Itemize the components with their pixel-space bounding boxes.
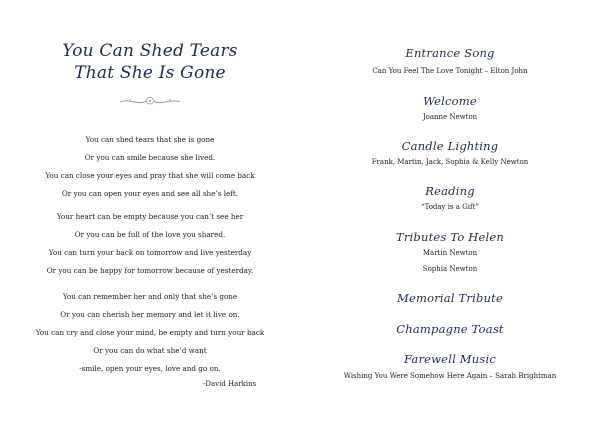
- poem-title-line2: That She Is Gone: [74, 63, 226, 83]
- poem-stanza-3: [0, 288, 300, 378]
- poem-line: Your heart can be empty because you can’t see her: [56, 212, 244, 221]
- poem-line: You can close your eyes and pray that she will come back: [45, 171, 255, 180]
- poem-line: You can turn your back on tomorrow and live yesterday: [48, 248, 252, 257]
- poem-line: Or you can be happy for tomorrow because of yesterday.: [46, 266, 254, 275]
- flourish-icon: [118, 94, 182, 108]
- reading-title: Reading: [425, 184, 475, 198]
- poem-line: -smile, open your eyes, love and go on.: [79, 364, 221, 373]
- welcome-detail: Joanne Newton: [422, 113, 478, 121]
- champagne-toast-title: Champagne Toast: [396, 322, 504, 336]
- poem-line: You can remember her and only that she’s gone: [62, 292, 238, 301]
- memorial-tribute-title: Memorial Tribute: [396, 291, 503, 305]
- poem-line: Or you can do what she’d want: [93, 346, 207, 355]
- candle-lighting-detail: Frank, Martin, Jack, Sophia & Kelly Newton: [371, 158, 529, 166]
- tributes-detail-1: Martin Newton: [422, 249, 478, 257]
- poem-line: Or you can open your eyes and see all she’s left.: [61, 189, 239, 198]
- farewell-music-detail: Wishing You Were Somehow Here Again – Sarah Brightman: [343, 372, 557, 380]
- poem-line: Or you can cherish her memory and let it live on.: [60, 310, 240, 319]
- entrance-song-title: Entrance Song: [405, 46, 495, 60]
- poem-line: You can shed tears that she is gone: [85, 135, 215, 144]
- tributes-detail-2: Sophia Newton: [422, 265, 478, 273]
- welcome-title: Welcome: [423, 94, 477, 108]
- poem-author: -David Harkins: [203, 380, 257, 388]
- entrance-song-detail: Can You Feel The Love Tonight – Elton John: [372, 67, 528, 75]
- reading-detail: “Today is a Gift”: [420, 203, 480, 211]
- poem-line: Or you can smile because she lived.: [84, 153, 216, 162]
- poem-stanza-2: [0, 208, 300, 280]
- candle-lighting-title: Candle Lighting: [401, 139, 499, 153]
- poem-title-line1: You Can Shed Tears: [62, 41, 238, 61]
- poem-line: Or you can be full of the love you shared.: [74, 230, 226, 239]
- right-page: [300, 0, 600, 425]
- poem-line: You can cry and close your mind, be empty and turn your back: [35, 328, 265, 337]
- farewell-music-title: Farewell Music: [403, 352, 497, 366]
- poem-stanza-1: [0, 131, 300, 203]
- tributes-title: Tributes To Helen: [395, 230, 505, 244]
